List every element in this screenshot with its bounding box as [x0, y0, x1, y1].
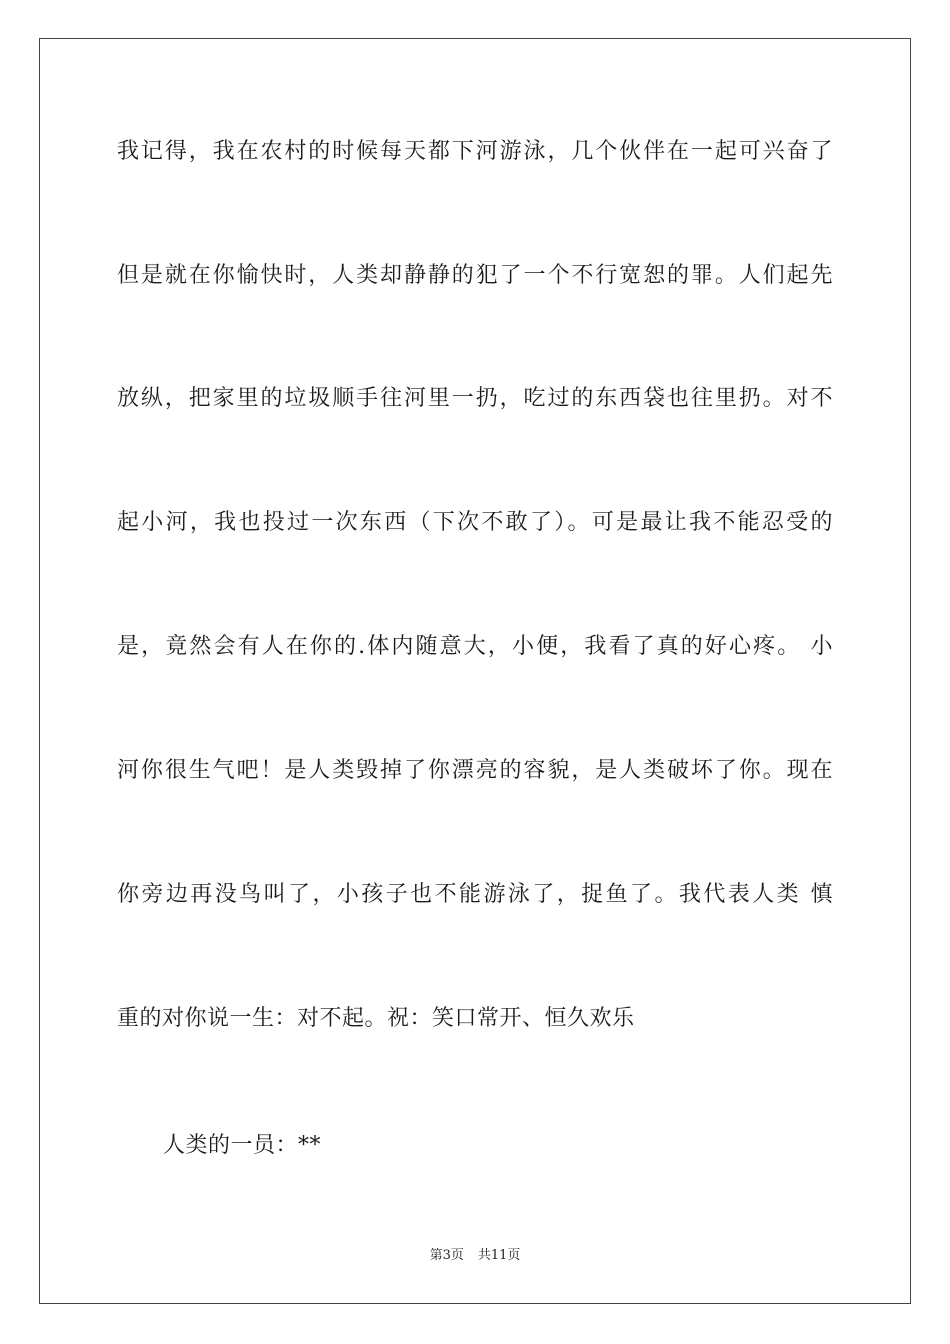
body-line-6: 河你很生气吧！是人类毁掉了你漂亮的容貌，是人类破坏了你。现在	[117, 758, 833, 783]
body-line-2: 但是就在你愉快时，人类却静静的犯了一个不行宽恕的罪。人们起先	[117, 263, 833, 288]
page-border	[39, 38, 911, 1304]
body-line-5: 是，竟然会有人在你的.体内随意大，小便，我看了真的好心疼。 小	[117, 634, 833, 659]
body-line-8: 重的对你说一生：对不起。祝：笑口常开、恒久欢乐	[117, 1006, 635, 1031]
body-line-7: 你旁边再没鸟叫了，小孩子也不能游泳了，捉鱼了。我代表人类 慎	[117, 882, 833, 907]
body-line-1: 我记得，我在农村的时候每天都下河游泳，几个伙伴在一起可兴奋了	[117, 139, 833, 164]
page-number: 第3页	[429, 1248, 464, 1263]
page-footer	[0, 1246, 950, 1266]
body-line-3: 放纵，把家里的垃圾顺手往河里一扔，吃过的东西袋也往里扔。对不	[117, 386, 833, 411]
body-line-4: 起小河，我也投过一次东西（下次不敢了）。可是最让我不能忍受的	[117, 510, 833, 535]
signature: 人类的一员：**	[163, 1133, 322, 1158]
page-total: 共11页	[477, 1248, 521, 1263]
